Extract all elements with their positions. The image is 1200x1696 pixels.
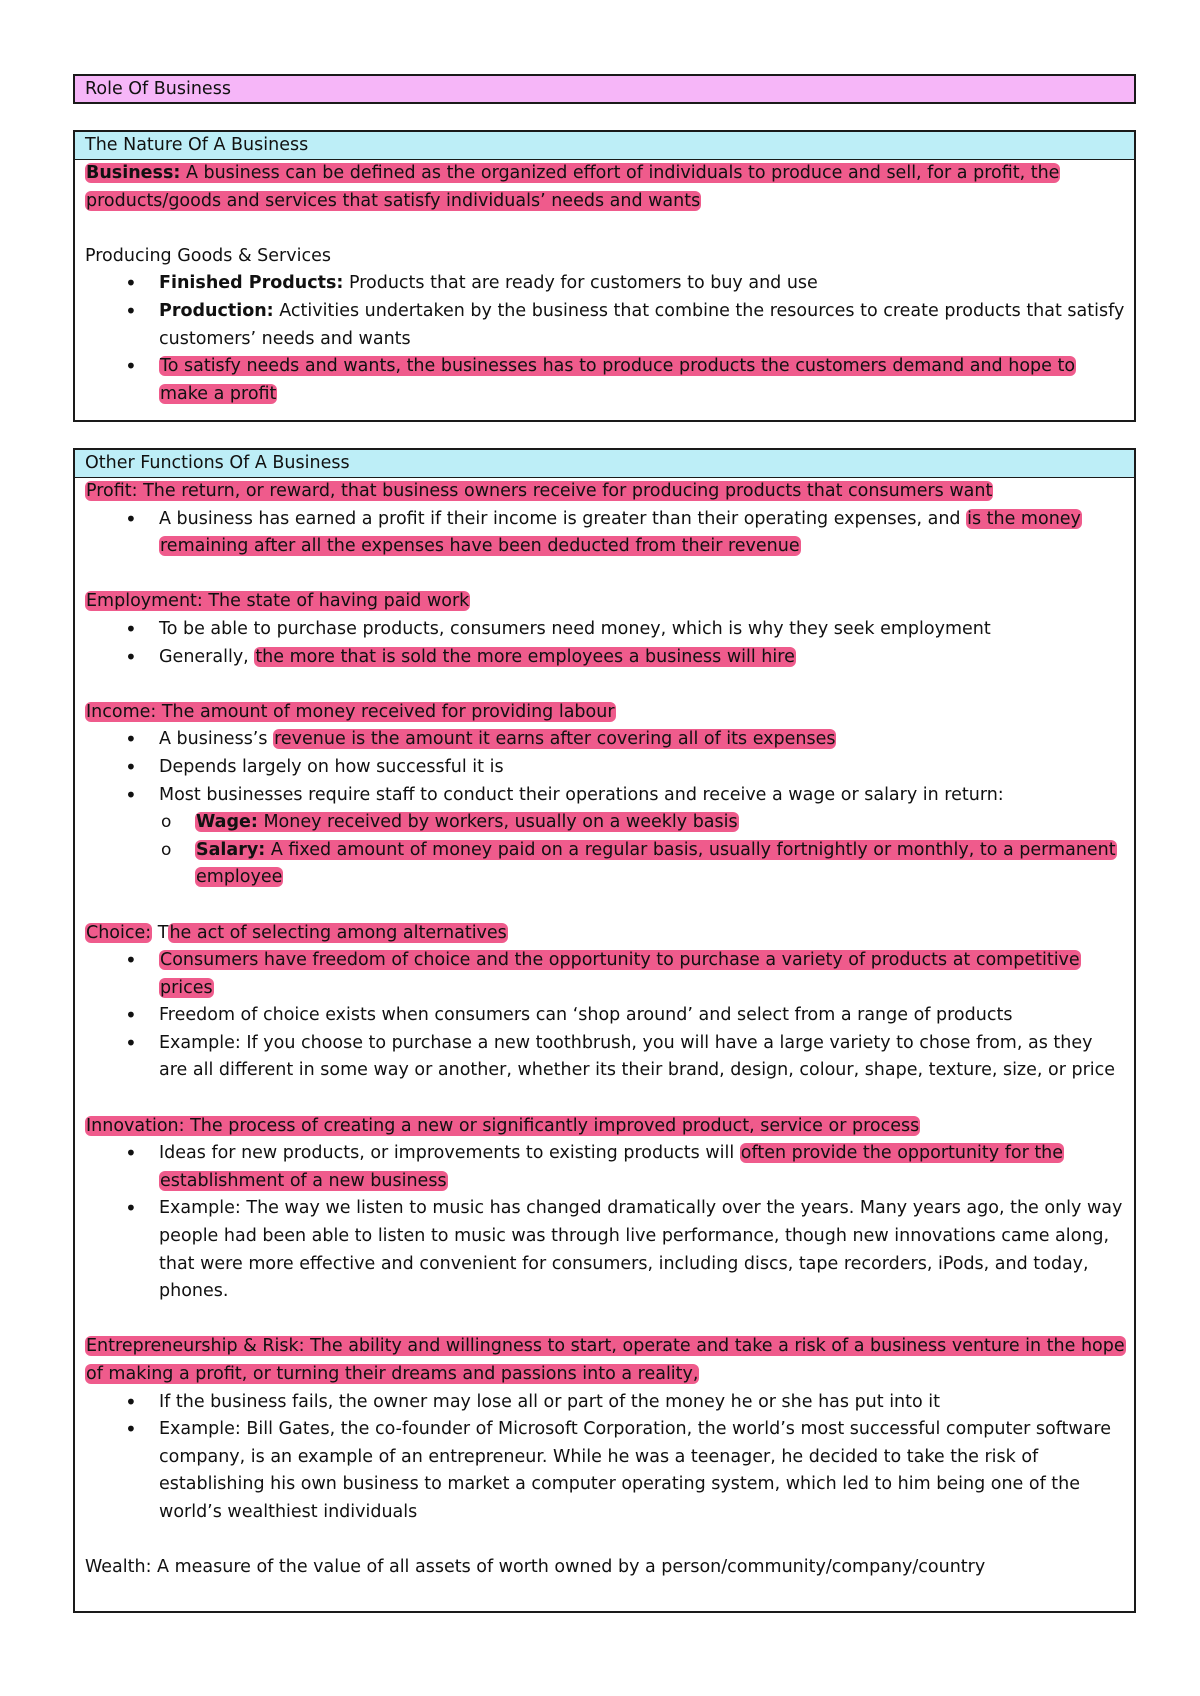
list-item: • Example: If you choose to purchase a new toothbrush, you will have a large variety to chose from, as they are all different in some way or another, whether its their brand, design, colour, shape, texture, size, or price — [85, 1030, 1126, 1085]
inc-b1-highlight: revenue is the amount it earns after covering all of its expenses — [274, 729, 836, 750]
nature-title: The Nature Of A Business — [75, 132, 1134, 160]
innovation-def: Innovation: The process of creating a new or significantly improved product, service or process — [86, 1115, 920, 1136]
employment-definition — [85, 588, 1126, 616]
other-title: Other Functions Of A Business — [75, 450, 1134, 478]
list-item: • If the business fails, the owner may lose all or part of the money he or she has put into it — [85, 1389, 1126, 1417]
wage-salary-list — [85, 809, 1126, 892]
list-item: • Example: Bill Gates, the co-founder of Microsoft Corporation, the world’s most successful computer software company, is an example of an entrepreneur. While he was a teenager, he decided to take the risk of establishing his own business to market a computer operating system, which led to him being one of the world’s wealthiest individuals — [85, 1416, 1126, 1526]
finished-def: Products that are ready for customers to buy and use — [343, 273, 818, 294]
nature-section — [73, 130, 1136, 422]
profit-b1-text: A business has earned a profit if their income is greater than their operating expenses, and — [159, 508, 967, 529]
profit-list — [85, 506, 1126, 561]
profit-definition — [85, 478, 1126, 506]
salary-term: Salary: — [196, 839, 266, 860]
profit-b1-highlight: is the money remaining after all the expenses have been deducted from their revenue — [160, 508, 1081, 557]
list-item — [85, 353, 1126, 408]
choice-b1: Consumers have freedom of choice and the opportunity to purchase a variety of products at competitive prices — [160, 950, 1080, 998]
list-item — [85, 270, 1126, 298]
list-item — [85, 809, 1126, 837]
list-item — [85, 1140, 1126, 1195]
income-definition — [85, 699, 1126, 727]
entrepreneurship-list — [85, 1389, 1126, 1527]
inn-b1-text: Ideas for new products, or improvements to existing products will — [159, 1143, 740, 1164]
business-term: Business: — [86, 163, 181, 183]
choice-mid: T — [152, 922, 169, 943]
choice-definition — [85, 920, 1126, 948]
emp-b2-highlight: the more that is sold the more employees a business will hire — [255, 646, 795, 667]
other-content — [75, 478, 1134, 1582]
list-item: • Freedom of choice exists when consumers can ‘shop around’ and select from a range of products — [85, 1002, 1126, 1030]
list-item — [85, 837, 1126, 892]
business-definition — [85, 160, 1126, 215]
list-item: • Depends largely on how successful it is — [85, 754, 1126, 782]
income-def: Income: The amount of money received for providing labour — [86, 701, 615, 722]
inn-b1-highlight: often provide the opportunity for the establishment of a new business — [160, 1143, 1064, 1191]
entrepreneurship-definition — [85, 1333, 1126, 1388]
list-item — [85, 644, 1126, 672]
list-item: • Example: The way we listen to music has changed dramatically over the years. Many years ago, the only way people had been able to listen to music was through live performance, though new innovations came along, that were more effective and convenient for consumers, including discs, tape recorders, iPods, and today, phones. — [85, 1195, 1126, 1305]
entre-def: Entrepreneurship & Risk: The ability and willingness to start, operate and take a risk of a business venture in the hope of making a profit, or turning their dreams and passions into a reality, — [86, 1336, 1125, 1384]
role-of-business-header — [73, 74, 1136, 104]
emp-b2-text: Generally, — [159, 646, 255, 667]
innovation-list — [85, 1140, 1126, 1306]
producing-heading: Producing Goods & Services — [85, 245, 331, 266]
choice-def: he act of selecting among alternatives — [169, 922, 507, 943]
salary-def: A fixed amount of money paid on a regular basis, usually fortnightly or monthly, to a permanent employee — [196, 839, 1116, 888]
satisfy-text: To satisfy needs and wants, the businesses has to produce products the customers demand and hope to make a profit — [160, 356, 1076, 404]
production-def: Activities undertaken by the business that combine the resources to create products that satisfy customers’ needs and wants — [159, 300, 1125, 349]
business-def: A business can be defined as the organized effort of individuals to produce and sell, for a profit, the products/goods and services that satisfy individuals’ needs and wants — [86, 163, 1060, 211]
other-functions-section — [73, 448, 1136, 1613]
list-item — [85, 726, 1126, 754]
choice-term: Choice: — [86, 922, 152, 943]
wage-def: Money received by workers, usually on a weekly basis — [257, 812, 738, 833]
employment-def: Employment: The state of having paid work — [86, 591, 470, 612]
employment-list — [85, 616, 1126, 671]
profit-def: Profit: The return, or reward, that business owners receive for producing products that consumers want — [86, 481, 993, 501]
finished-term: Finished Products: — [159, 273, 344, 294]
innovation-definition — [85, 1113, 1126, 1141]
choice-list — [85, 947, 1126, 1085]
role-title: Role Of Business — [85, 79, 231, 99]
wealth-definition: Wealth: A measure of the value of all assets of worth owned by a person/community/company/country — [85, 1557, 986, 1578]
list-item — [85, 298, 1126, 353]
producing-list — [85, 270, 1126, 408]
list-item — [85, 506, 1126, 561]
income-list — [85, 726, 1126, 809]
list-item — [85, 947, 1126, 1002]
inc-b1-text: A business’s — [159, 729, 274, 750]
production-term: Production: — [159, 300, 274, 321]
list-item: • To be able to purchase products, consumers need money, which is why they seek employment — [85, 616, 1126, 644]
nature-content — [75, 160, 1134, 408]
list-item: • Most businesses require staff to conduct their operations and receive a wage or salary in return: — [85, 782, 1126, 810]
wage-term: Wage: — [196, 812, 258, 833]
